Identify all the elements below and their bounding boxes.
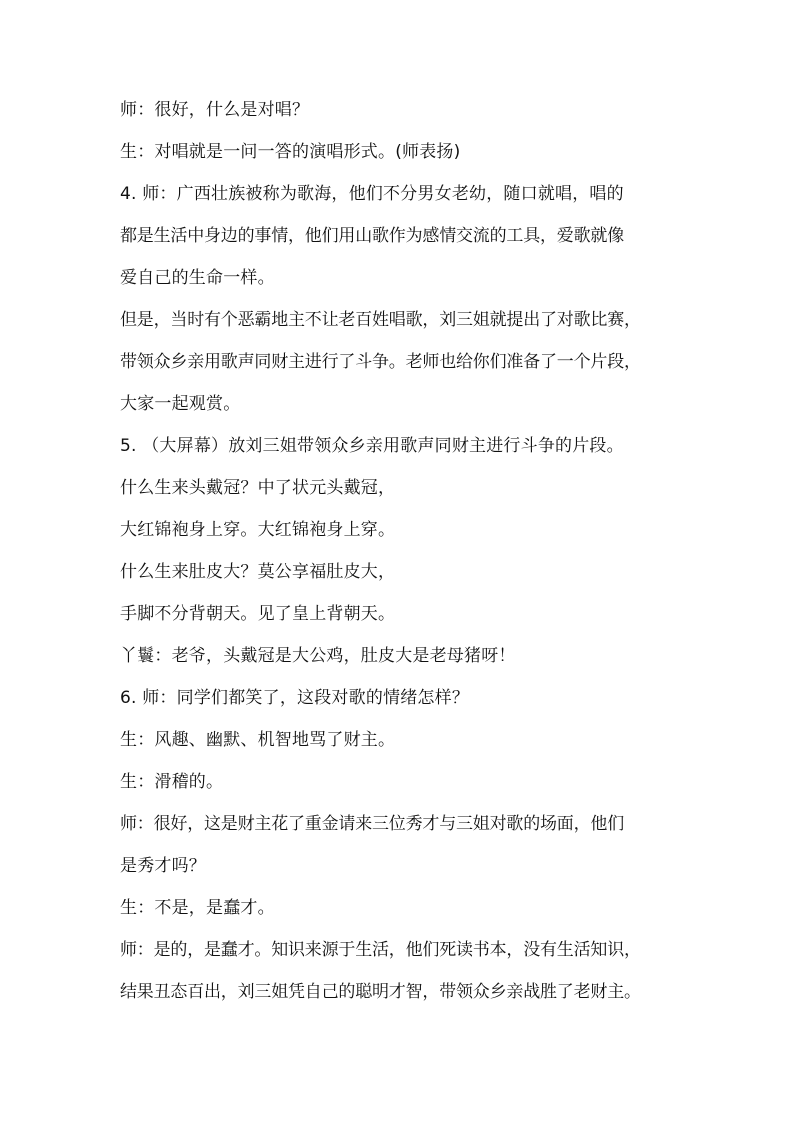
paragraph-line: 都是生活中身边的事情，他们用山歌作为感情交流的工具，爱歌就像 [120, 226, 624, 246]
paragraph-line: 带领众乡亲用歌声同财主进行了斗争。老师也给你们准备了一个片段， [120, 352, 641, 372]
dialogue-line: 结果丑态百出，刘三姐凭自己的聪明才智，带领众乡亲战胜了老财主。 [120, 982, 641, 1002]
dialogue-line: 师：很好，什么是对唱？ [120, 100, 310, 120]
dialogue-line: 生：对唱就是一问一答的演唱形式。(师表扬) [120, 142, 461, 162]
dialogue-line: 生：风趣、幽默、机智地骂了财主。 [120, 730, 396, 750]
dialogue-line: 生：滑稽的。 [120, 772, 224, 792]
dialogue-line: 丫鬟：老爷，头戴冠是大公鸡，肚皮大是老母猪呀！ [120, 646, 516, 666]
dialogue-line: 师：是的，是蠢才。知识来源于生活，他们死读书本，没有生活知识， [120, 940, 641, 960]
document-body [120, 100, 680, 1024]
paragraph-line: 但是，当时有个恶霸地主不让老百姓唱歌，刘三姐就提出了对歌比赛， [120, 310, 641, 330]
numbered-paragraph-line: 5. （大屏幕）放刘三姐带领众乡亲用歌声同财主进行斗争的片段。 [120, 436, 624, 456]
song-lyric-line: 手脚不分背朝天。见了皇上背朝天。 [120, 604, 396, 624]
dialogue-line: 师：很好，这是财主花了重金请来三位秀才与三姐对歌的场面，他们 [120, 814, 624, 834]
song-lyric-line: 什么生来肚皮大？莫公享福肚皮大， [120, 562, 396, 582]
dialogue-line: 是秀才吗？ [120, 856, 206, 876]
song-lyric-line: 大红锦袍身上穿。大红锦袍身上穿。 [120, 520, 396, 540]
dialogue-line: 生：不是，是蠢才。 [120, 898, 275, 918]
numbered-paragraph-line: 4. 师：广西壮族被称为歌海，他们不分男女老幼，随口就唱，唱的 [120, 184, 624, 204]
paragraph-line: 爱自己的生命一样。 [120, 268, 275, 288]
song-lyric-line: 什么生来头戴冠？中了状元头戴冠， [120, 478, 396, 498]
numbered-paragraph-line: 6. 师：同学们都笑了，这段对歌的情绪怎样？ [120, 688, 470, 708]
paragraph-line: 大家一起观赏。 [120, 394, 241, 414]
